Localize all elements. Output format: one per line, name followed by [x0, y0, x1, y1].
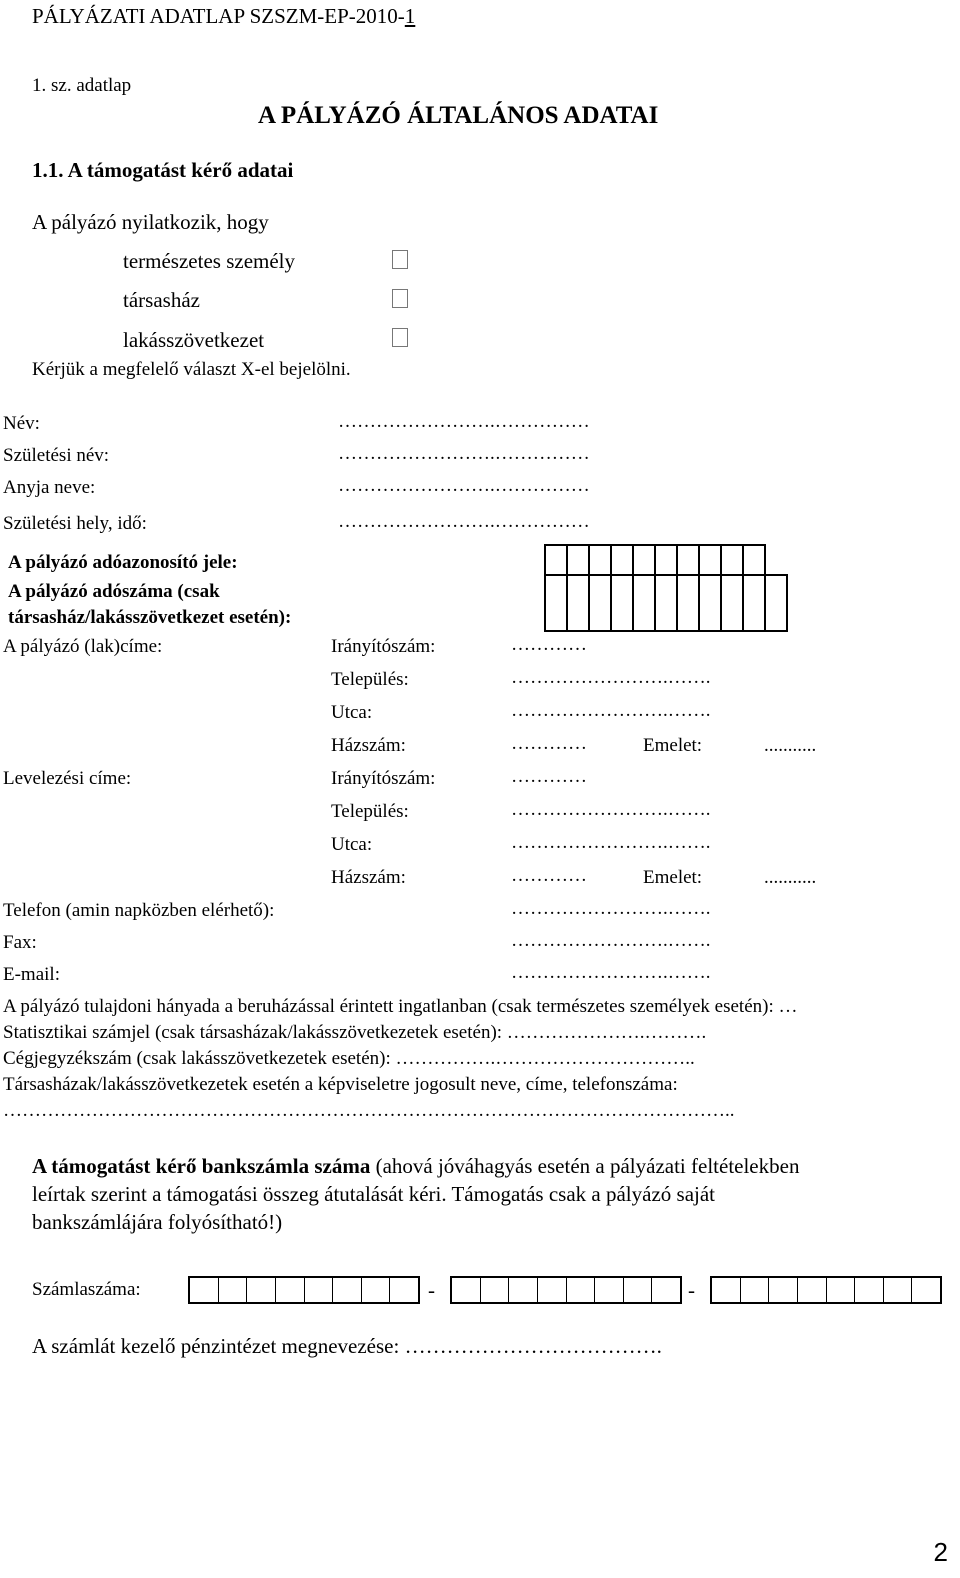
fax-label: Fax: — [3, 932, 37, 953]
declaration-text: A pályázó nyilatkozik, hogy — [32, 210, 269, 234]
fax-field[interactable]: …………………….……. — [511, 930, 711, 951]
tax-number-label-2: társasház/lakásszövetkezet esetén): — [8, 607, 292, 628]
section-title: A PÁLYÁZÓ ÁLTALÁNOS ADATAI — [258, 102, 659, 129]
subsection-heading: 1.1. A támogatást kérő adatai — [32, 158, 294, 182]
sheet-number: 1. sz. adatlap — [32, 75, 132, 96]
birth-place-field[interactable]: …………………….…………… — [338, 511, 590, 532]
mailing-street-label: Utca: — [331, 834, 373, 855]
option-natural-person-checkbox[interactable] — [392, 250, 408, 269]
option-condominium-checkbox[interactable] — [392, 289, 408, 308]
account-dash-2: - — [688, 1278, 695, 1302]
bank-paragraph-line-1 — [32, 1156, 799, 1177]
option-condominium-label: társasház — [123, 288, 200, 312]
birth-place-label: Születési hely, idő: — [3, 513, 147, 534]
residence-city-field[interactable]: …………………….……. — [511, 667, 711, 688]
residence-zip-label: Irányítószám: — [331, 636, 436, 657]
bank-paragraph-line-2: leírtak szerint a támogatási összeg átutalását kéri. Támogatás csak a pályázó saját — [32, 1182, 716, 1206]
birth-name-label: Születési név: — [3, 445, 110, 466]
form-title-suffix: 1 — [404, 4, 416, 28]
residence-street-field[interactable]: …………………….……. — [511, 700, 711, 721]
account-number-part-3[interactable] — [710, 1276, 942, 1304]
residence-floor-label: Emelet: — [643, 735, 703, 756]
mother-name-label: Anyja neve: — [3, 477, 96, 498]
account-number-label: Számlaszáma: — [32, 1279, 141, 1300]
name-field[interactable]: …………………….…………… — [338, 411, 590, 432]
mailing-house-field[interactable]: ………… — [511, 865, 587, 886]
option-housing-coop-checkbox[interactable] — [392, 328, 408, 347]
email-field[interactable]: …………………….……. — [511, 962, 711, 983]
tax-id-grid[interactable] — [544, 544, 766, 576]
representative-line: Társasházak/lakásszövetkezetek esetén a képviseletre jogosult neve, címe, telefonszáma: — [3, 1074, 678, 1095]
residence-house-label: Házszám: — [331, 735, 406, 756]
account-number-part-1[interactable] — [188, 1276, 420, 1304]
residence-label: A pályázó (lak)címe: — [3, 636, 163, 657]
company-register-line: Cégjegyzékszám (csak lakásszövetkezetek esetén): …………….………………………….. — [3, 1048, 695, 1069]
mailing-house-label: Házszám: — [331, 867, 406, 888]
name-label: Név: — [3, 413, 40, 434]
residence-floor-field[interactable]: ........... — [764, 735, 817, 756]
account-number-part-2[interactable] — [450, 1276, 682, 1304]
phone-label: Telefon (amin napközben elérhető): — [3, 900, 275, 921]
tax-id-label: A pályázó adóazonosító jele: — [8, 552, 238, 573]
tax-number-label-1: A pályázó adószáma (csak — [8, 581, 220, 602]
mailing-city-label: Település: — [331, 801, 409, 822]
bank-paragraph-line-3: bankszámlájára folyósítható!) — [32, 1210, 283, 1234]
mailing-floor-label: Emelet: — [643, 867, 703, 888]
mailing-floor-field[interactable]: ........... — [764, 867, 817, 888]
option-natural-person-label: természetes személy — [123, 249, 295, 273]
residence-zip-field[interactable]: ………… — [511, 634, 587, 655]
mailing-city-field[interactable]: …………………….……. — [511, 799, 711, 820]
option-housing-coop-label: lakásszövetkezet — [123, 328, 265, 352]
residence-city-label: Település: — [331, 669, 409, 690]
mailing-zip-field[interactable]: ………… — [511, 766, 587, 787]
residence-house-field[interactable]: ………… — [511, 733, 587, 754]
phone-field[interactable]: …………………….……. — [511, 898, 711, 919]
ownership-share-line: A pályázó tulajdoni hányada a beruházással érintett ingatlanban (csak természetes személyek esetén): … — [3, 996, 798, 1017]
birth-name-field[interactable]: …………………….…………… — [338, 443, 590, 464]
bank-bold-text: A támogatást kérő bankszámla száma — [32, 1154, 371, 1178]
mother-name-field[interactable]: …………………….…………… — [338, 475, 590, 496]
statistical-number-line: Statisztikai számjel (csak társasházak/lakásszövetkezetek esetén): ………………….………. — [3, 1022, 707, 1043]
form-title: PÁLYÁZATI ADATLAP SZSZM-EP-2010-1 — [32, 4, 416, 28]
tax-number-grid[interactable] — [544, 574, 788, 632]
bank-institution-line: A számlát kezelő pénzintézet megnevezése: ………………………………. — [32, 1334, 662, 1358]
mailing-zip-label: Irányítószám: — [331, 768, 436, 789]
mailing-label: Levelezési címe: — [3, 768, 132, 789]
instruction-text: Kérjük a megfelelő választ X-el bejelölni. — [32, 359, 351, 380]
bank-line-1-rest: (ahová jóváhagyás esetén a pályázati feltételekben — [370, 1154, 800, 1178]
residence-street-label: Utca: — [331, 702, 373, 723]
representative-field[interactable]: …………………………………………………………………………………………………….. — [3, 1100, 735, 1121]
email-label: E-mail: — [3, 964, 60, 985]
mailing-street-field[interactable]: …………………….……. — [511, 832, 711, 853]
page-number: 2 — [933, 1537, 948, 1567]
account-dash-1: - — [428, 1278, 435, 1302]
